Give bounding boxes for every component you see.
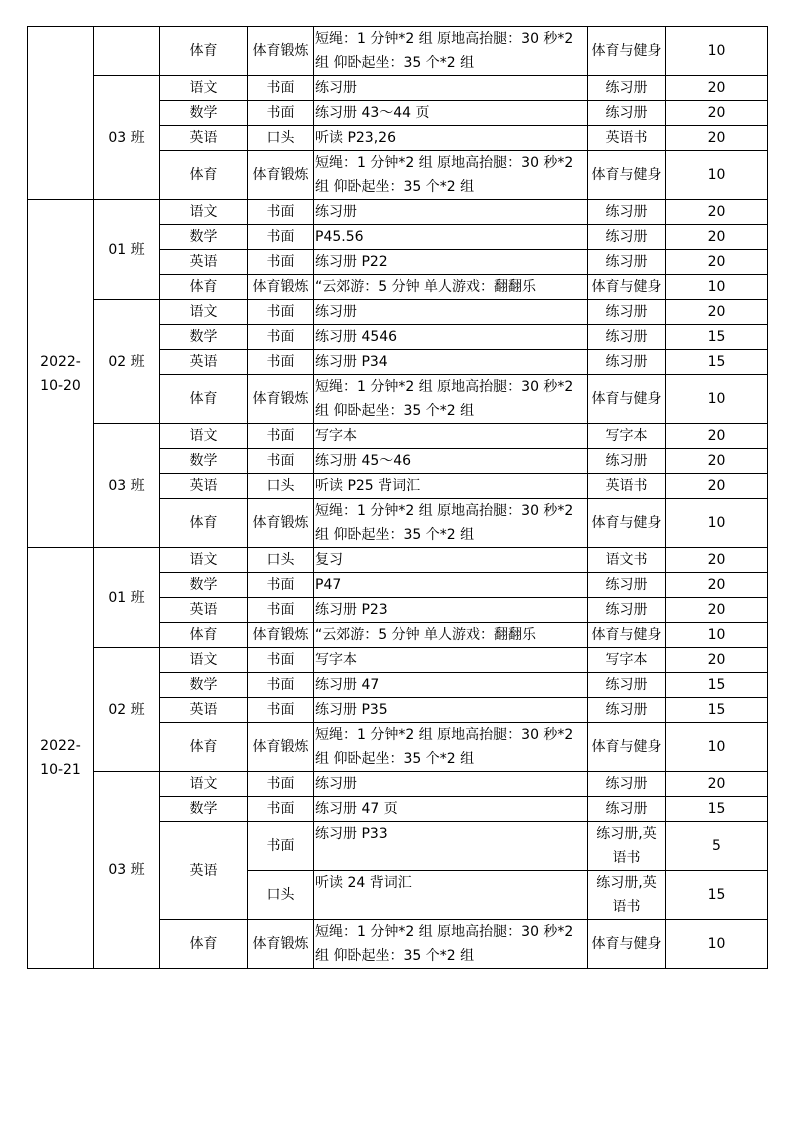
class-cell: 03 班 — [94, 772, 160, 969]
minutes-cell: 10 — [666, 151, 768, 200]
date-cell: 2022-10-20 — [28, 200, 94, 548]
type-cell: 书面 — [248, 797, 314, 822]
minutes-cell: 10 — [666, 499, 768, 548]
material-cell: 体育与健身 — [588, 275, 666, 300]
subject-cell: 英语 — [160, 350, 248, 375]
type-cell: 书面 — [248, 573, 314, 598]
material-cell: 体育与健身 — [588, 27, 666, 76]
minutes-cell: 20 — [666, 449, 768, 474]
minutes-cell: 15 — [666, 350, 768, 375]
material-cell: 体育与健身 — [588, 920, 666, 969]
subject-cell: 英语 — [160, 250, 248, 275]
material-cell: 练习册 — [588, 673, 666, 698]
type-cell: 口头 — [248, 474, 314, 499]
content-cell: 练习册 P33 — [314, 822, 588, 871]
material-cell: 体育与健身 — [588, 723, 666, 772]
type-cell: 书面 — [248, 424, 314, 449]
subject-cell: 数学 — [160, 797, 248, 822]
material-cell: 练习册 — [588, 225, 666, 250]
minutes-cell: 20 — [666, 424, 768, 449]
subject-cell: 数学 — [160, 325, 248, 350]
content-cell: 短绳：1 分钟*2 组 原地高抬腿：30 秒*2 组 仰卧起坐：35 个*2 组 — [314, 27, 588, 76]
table-row — [28, 200, 768, 225]
type-cell: 书面 — [248, 250, 314, 275]
minutes-cell: 20 — [666, 300, 768, 325]
table-row — [28, 772, 768, 797]
minutes-cell: 20 — [666, 225, 768, 250]
subject-cell: 英语 — [160, 126, 248, 151]
type-cell: 书面 — [248, 772, 314, 797]
material-cell: 写字本 — [588, 648, 666, 673]
table-row — [28, 27, 768, 76]
minutes-cell: 5 — [666, 822, 768, 871]
type-cell: 书面 — [248, 350, 314, 375]
table-row — [28, 648, 768, 673]
date-cell: 2022-10-21 — [28, 548, 94, 969]
material-cell: 练习册 — [588, 250, 666, 275]
subject-cell: 体育 — [160, 375, 248, 424]
content-cell: 练习册 P35 — [314, 698, 588, 723]
subject-cell: 语文 — [160, 772, 248, 797]
content-cell: “云郊游：5 分钟 单人游戏：翻翻乐 — [314, 275, 588, 300]
material-cell: 练习册 — [588, 350, 666, 375]
material-cell: 练习册 — [588, 797, 666, 822]
subject-cell: 体育 — [160, 499, 248, 548]
minutes-cell: 20 — [666, 573, 768, 598]
content-cell: 复习 — [314, 548, 588, 573]
type-cell: 体育锻炼 — [248, 920, 314, 969]
material-cell: 练习册 — [588, 76, 666, 101]
material-cell: 练习册 — [588, 325, 666, 350]
subject-cell: 数学 — [160, 449, 248, 474]
subject-cell: 英语 — [160, 474, 248, 499]
material-cell: 体育与健身 — [588, 375, 666, 424]
minutes-cell: 10 — [666, 27, 768, 76]
type-cell: 体育锻炼 — [248, 275, 314, 300]
class-cell: 03 班 — [94, 76, 160, 200]
type-cell: 体育锻炼 — [248, 723, 314, 772]
subject-cell: 数学 — [160, 573, 248, 598]
minutes-cell: 15 — [666, 871, 768, 920]
subject-cell: 英语 — [160, 598, 248, 623]
subject-cell: 体育 — [160, 27, 248, 76]
material-cell: 体育与健身 — [588, 151, 666, 200]
minutes-cell: 15 — [666, 673, 768, 698]
minutes-cell: 20 — [666, 126, 768, 151]
material-cell: 练习册 — [588, 449, 666, 474]
type-cell: 书面 — [248, 76, 314, 101]
material-cell: 练习册 — [588, 598, 666, 623]
minutes-cell: 10 — [666, 920, 768, 969]
content-cell: 练习册 P23 — [314, 598, 588, 623]
minutes-cell: 15 — [666, 797, 768, 822]
type-cell: 书面 — [248, 300, 314, 325]
material-cell: 写字本 — [588, 424, 666, 449]
minutes-cell: 10 — [666, 623, 768, 648]
subject-cell: 体育 — [160, 275, 248, 300]
table-row — [28, 424, 768, 449]
minutes-cell: 20 — [666, 76, 768, 101]
content-cell: 练习册 4546 — [314, 325, 588, 350]
subject-cell: 数学 — [160, 225, 248, 250]
material-cell: 练习册 — [588, 300, 666, 325]
subject-cell: 体育 — [160, 623, 248, 648]
material-cell: 练习册,英语书 — [588, 822, 666, 871]
content-cell: 练习册 47 页 — [314, 797, 588, 822]
content-cell: 练习册 — [314, 300, 588, 325]
content-cell: 练习册 P22 — [314, 250, 588, 275]
material-cell: 练习册 — [588, 101, 666, 126]
subject-cell: 语文 — [160, 424, 248, 449]
class-cell: 02 班 — [94, 648, 160, 772]
content-cell: 短绳：1 分钟*2 组 原地高抬腿：30 秒*2 组 仰卧起坐：35 个*2 组 — [314, 499, 588, 548]
subject-cell: 数学 — [160, 673, 248, 698]
material-cell: 练习册,英语书 — [588, 871, 666, 920]
minutes-cell: 20 — [666, 548, 768, 573]
type-cell: 体育锻炼 — [248, 375, 314, 424]
type-cell: 书面 — [248, 325, 314, 350]
subject-cell: 语文 — [160, 648, 248, 673]
content-cell: 练习册 45～46 — [314, 449, 588, 474]
minutes-cell: 20 — [666, 200, 768, 225]
material-cell: 语文书 — [588, 548, 666, 573]
minutes-cell: 20 — [666, 474, 768, 499]
homework-table — [27, 26, 768, 969]
material-cell: 练习册 — [588, 200, 666, 225]
minutes-cell: 10 — [666, 275, 768, 300]
class-cell: 03 班 — [94, 424, 160, 548]
subject-cell: 语文 — [160, 548, 248, 573]
content-cell: 听读 24 背词汇 — [314, 871, 588, 920]
type-cell: 书面 — [248, 698, 314, 723]
content-cell: 练习册 — [314, 200, 588, 225]
type-cell: 书面 — [248, 101, 314, 126]
class-cell: 01 班 — [94, 200, 160, 300]
table-row — [28, 76, 768, 101]
class-cell — [94, 27, 160, 76]
type-cell: 书面 — [248, 225, 314, 250]
type-cell: 书面 — [248, 200, 314, 225]
type-cell: 口头 — [248, 548, 314, 573]
subject-cell: 语文 — [160, 300, 248, 325]
subject-cell: 英语 — [160, 822, 248, 920]
type-cell: 书面 — [248, 822, 314, 871]
minutes-cell: 20 — [666, 772, 768, 797]
minutes-cell: 10 — [666, 723, 768, 772]
material-cell: 练习册 — [588, 573, 666, 598]
content-cell: 短绳：1 分钟*2 组 原地高抬腿：30 秒*2 组 仰卧起坐：35 个*2 组 — [314, 920, 588, 969]
content-cell: 练习册 P34 — [314, 350, 588, 375]
material-cell: 英语书 — [588, 126, 666, 151]
material-cell: 练习册 — [588, 698, 666, 723]
date-cell — [28, 27, 94, 200]
type-cell: 体育锻炼 — [248, 151, 314, 200]
content-cell: 短绳：1 分钟*2 组 原地高抬腿：30 秒*2 组 仰卧起坐：35 个*2 组 — [314, 723, 588, 772]
type-cell: 书面 — [248, 648, 314, 673]
content-cell: 听读 P25 背词汇 — [314, 474, 588, 499]
minutes-cell: 15 — [666, 698, 768, 723]
content-cell: 练习册 47 — [314, 673, 588, 698]
table-row — [28, 548, 768, 573]
subject-cell: 英语 — [160, 698, 248, 723]
content-cell: 短绳：1 分钟*2 组 原地高抬腿：30 秒*2 组 仰卧起坐：35 个*2 组 — [314, 375, 588, 424]
content-cell: “云郊游：5 分钟 单人游戏：翻翻乐 — [314, 623, 588, 648]
type-cell: 书面 — [248, 673, 314, 698]
minutes-cell: 10 — [666, 375, 768, 424]
material-cell: 体育与健身 — [588, 499, 666, 548]
material-cell: 体育与健身 — [588, 623, 666, 648]
subject-cell: 体育 — [160, 920, 248, 969]
subject-cell: 语文 — [160, 200, 248, 225]
content-cell: 练习册 — [314, 76, 588, 101]
class-cell: 02 班 — [94, 300, 160, 424]
type-cell: 体育锻炼 — [248, 499, 314, 548]
content-cell: 练习册 43～44 页 — [314, 101, 588, 126]
content-cell: 写字本 — [314, 424, 588, 449]
type-cell: 书面 — [248, 598, 314, 623]
content-cell: 短绳：1 分钟*2 组 原地高抬腿：30 秒*2 组 仰卧起坐：35 个*2 组 — [314, 151, 588, 200]
minutes-cell: 20 — [666, 250, 768, 275]
content-cell: P47 — [314, 573, 588, 598]
minutes-cell: 20 — [666, 598, 768, 623]
type-cell: 口头 — [248, 126, 314, 151]
table-row — [28, 300, 768, 325]
minutes-cell: 20 — [666, 101, 768, 126]
minutes-cell: 20 — [666, 648, 768, 673]
minutes-cell: 15 — [666, 325, 768, 350]
subject-cell: 体育 — [160, 723, 248, 772]
material-cell: 英语书 — [588, 474, 666, 499]
content-cell: 练习册 — [314, 772, 588, 797]
type-cell: 口头 — [248, 871, 314, 920]
class-cell: 01 班 — [94, 548, 160, 648]
material-cell: 练习册 — [588, 772, 666, 797]
content-cell: 听读 P23,26 — [314, 126, 588, 151]
subject-cell: 语文 — [160, 76, 248, 101]
subject-cell: 数学 — [160, 101, 248, 126]
type-cell: 体育锻炼 — [248, 623, 314, 648]
type-cell: 书面 — [248, 449, 314, 474]
subject-cell: 体育 — [160, 151, 248, 200]
type-cell: 体育锻炼 — [248, 27, 314, 76]
content-cell: 写字本 — [314, 648, 588, 673]
content-cell: P45.56 — [314, 225, 588, 250]
